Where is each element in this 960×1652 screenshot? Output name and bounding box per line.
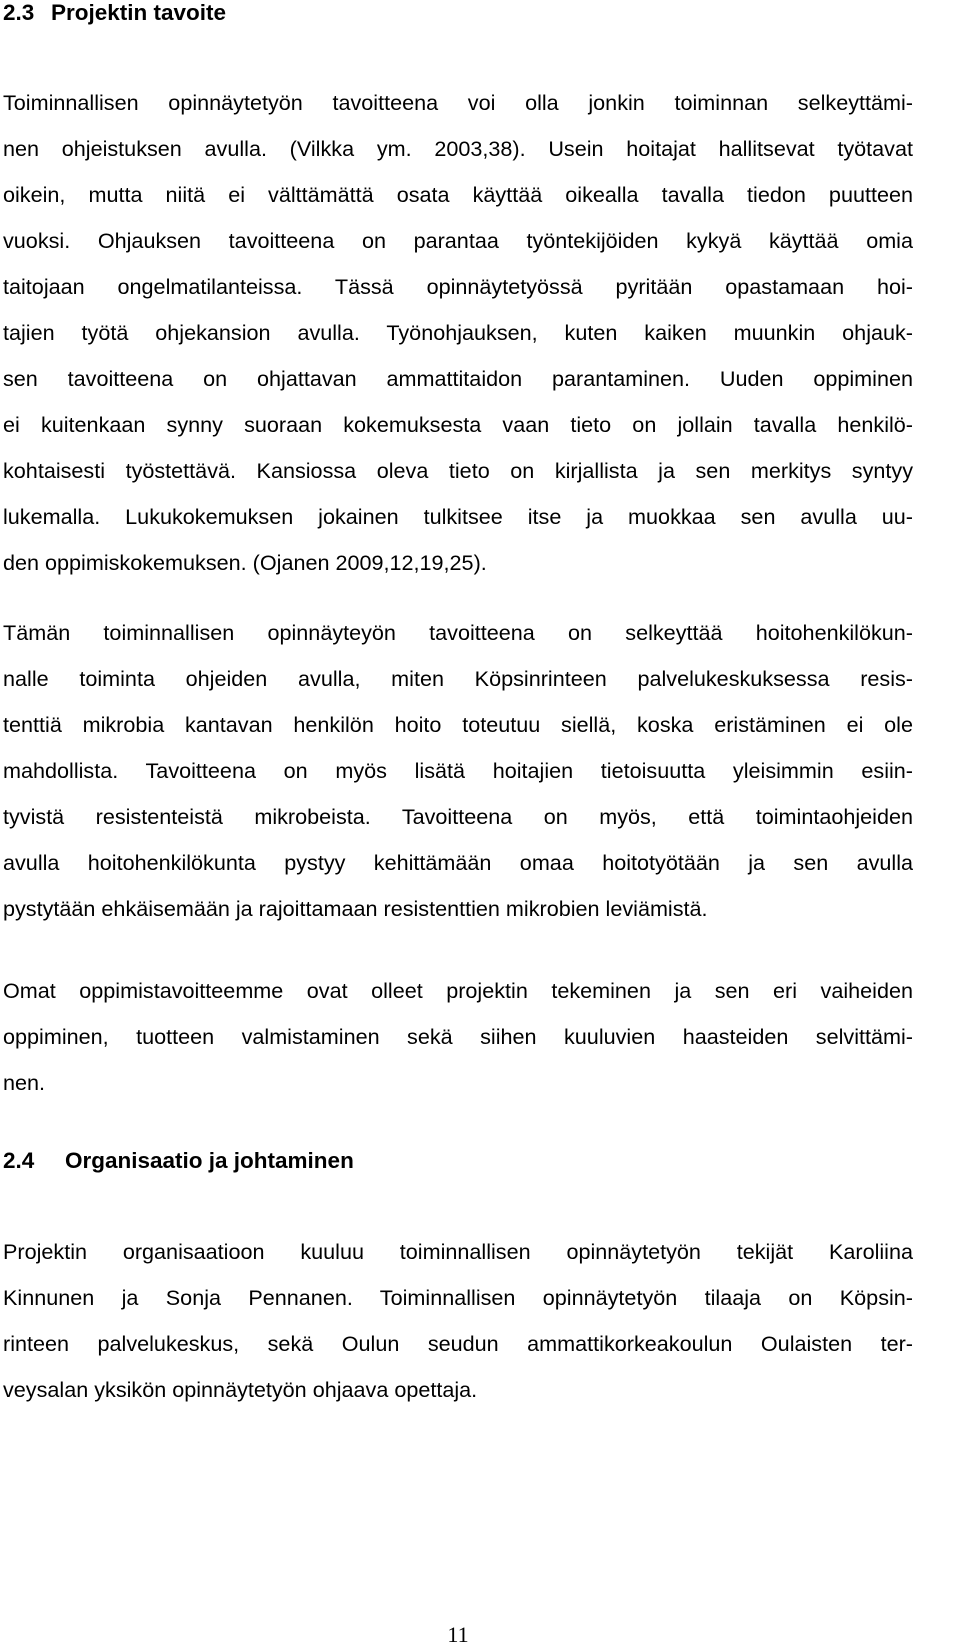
text-line: veysalan yksikön opinnäytetyön ohjaava opettaja. [3,1377,478,1402]
text-line: Omat oppimistavoitteemme ovat olleet projektin tekeminen ja sen eri vaiheiden [3,978,913,1003]
text-line: nen. [3,1070,46,1095]
text-line: oikein, mutta niitä ei välttämättä osata käyttää oikealla tavalla tiedon puutteen [3,182,913,207]
section-number: 2.4 [3,1148,35,1173]
text-line: sen tavoitteena on ohjattavan ammattitaidon parantaminen. Uuden oppiminen [3,366,913,391]
text-line: tajien työtä ohjekansion avulla. Työnohjauksen, kuten kaiken muunkin ohjauk- [3,320,913,345]
text-line: mahdollista. Tavoitteena on myös lisätä hoitajien tietoisuutta yleisimmin esiin- [3,758,913,783]
section-heading-2-3 [3,0,226,26]
text-line: Toiminnallisen opinnäytetyön tavoitteena voi olla jonkin toiminnan selkeyttämi- [3,90,913,115]
text-line: vuoksi. Ohjauksen tavoitteena on parantaa työntekijöiden kykyä käyttää omia [3,228,913,253]
text-line: ei kuitenkaan synny suoraan kokemuksesta vaan tieto on jollain tavalla henkilö- [3,412,913,437]
text-line: taitojaan ongelmatilanteissa. Tässä opinnäytetyössä pyritään opastamaan hoi- [3,274,913,299]
text-line: kohtaisesti työstettävä. Kansiossa oleva tieto on kirjallista ja sen merkitys syntyy [3,458,913,483]
section-heading-2-4 [3,1148,354,1174]
text-line: tyvistä resistenteistä mikrobeista. Tavoitteena on myös, että toimintaohjeiden [3,804,913,829]
page-number: 11 [447,1622,469,1647]
paragraph-learning-goals [3,968,913,1106]
text-line: avulla hoitohenkilökunta pystyy kehittämään omaa hoitotyötään ja sen avulla [3,850,913,875]
text-line: nalle toiminta ohjeiden avulla, miten Köpsinrinteen palvelukeskuksessa resis- [3,666,913,691]
text-line: Kinnunen ja Sonja Pennanen. Toiminnallisen opinnäytetyön tilaaja on Köpsin- [3,1285,913,1310]
text-line: pystytään ehkäisemään ja rajoittamaan resistenttien mikrobien leviämistä. [3,896,708,921]
text-line: tenttiä mikrobia kantavan henkilön hoito toteutuu siellä, koska eristäminen ei ole [3,712,913,737]
paragraph-goal-1 [3,80,913,586]
text-line: den oppimiskokemuksen. (Ojanen 2009,12,19,25). [3,550,487,575]
text-line: nen ohjeistuksen avulla. (Vilkka ym. 2003,38). Usein hoitajat hallitsevat työtavat [3,136,913,161]
text-line: oppiminen, tuotteen valmistaminen sekä siihen kuuluvien haasteiden selvittämi- [3,1024,913,1049]
section-title: Projektin tavoite [51,0,227,25]
paragraph-organisation [3,1229,913,1413]
text-line: rinteen palvelukeskus, sekä Oulun seudun ammattikorkeakoulun Oulaisten ter- [3,1331,913,1356]
text-line: Projektin organisaatioon kuuluu toiminnallisen opinnäytetyön tekijät Karoliina [3,1239,913,1264]
paragraph-goal-2 [3,610,913,932]
text-line: lukemalla. Lukukokemuksen jokainen tulkitsee itse ja muokkaa sen avulla uu- [3,504,913,529]
text-line: Tämän toiminnallisen opinnäyteyön tavoitteena on selkeyttää hoitohenkilökun- [3,620,913,645]
section-title: Organisaatio ja johtaminen [65,1148,354,1173]
section-number: 2.3 [3,0,35,25]
